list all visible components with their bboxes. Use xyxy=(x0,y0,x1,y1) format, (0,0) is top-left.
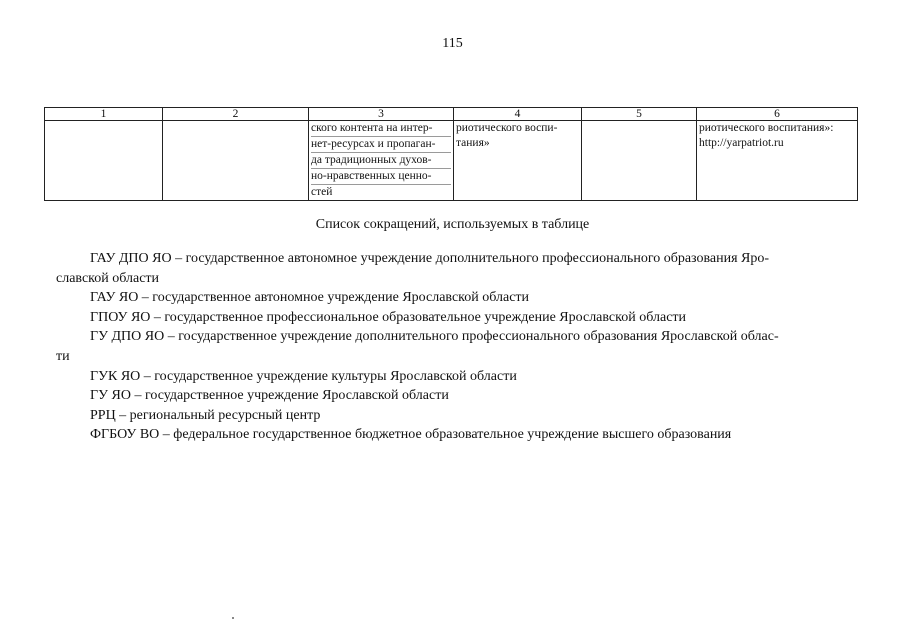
table-cell-col1 xyxy=(45,121,163,201)
column-header: 4 xyxy=(454,108,582,121)
table-cell-col6 xyxy=(697,121,858,201)
page-number: 115 xyxy=(442,36,463,51)
abbreviation-item: ГУ ДПО ЯО – государственное учреждение дополнительного профессионального образования Ярославской облас- xyxy=(90,329,779,345)
column-header: 5 xyxy=(582,108,697,121)
section-title: Список сокращений, используемых в таблице xyxy=(315,217,590,232)
cell-text-line: стей xyxy=(311,186,333,198)
abbreviation-item-continuation: ти xyxy=(56,348,70,364)
table-header-row xyxy=(45,108,858,121)
cell-text-line: да традиционных духов- xyxy=(311,153,451,169)
column-header: 2 xyxy=(163,108,309,121)
table-cell-col3 xyxy=(309,121,454,201)
abbreviation-item: ГАУ ДПО ЯО – государственное автономное учреждение дополнительного профессионального образования Яро- xyxy=(90,251,770,266)
cell-text-line: риотического воспи- xyxy=(456,122,558,134)
table-cell-col5 xyxy=(582,121,697,201)
table-row xyxy=(45,121,858,201)
abbreviation-item: ГУК ЯО – государственное учреждение культуры Ярославской области xyxy=(90,368,517,384)
abbreviation-item: ФГБОУ ВО – федеральное государственное бюджетное образовательное учреждение высшего образования xyxy=(90,427,732,443)
cell-text-line: нет-ресурсах и пропаган- xyxy=(311,137,451,153)
table-cell-col2 xyxy=(163,121,309,201)
column-header: 6 xyxy=(697,108,858,121)
table-cell-col4 xyxy=(454,121,582,201)
column-header: 1 xyxy=(45,108,163,121)
abbreviation-item: ГАУ ЯО – государственное автономное учреждение Ярославской области xyxy=(90,290,530,306)
abbreviation-item: РРЦ – региональный ресурсный центр xyxy=(90,407,321,423)
abbreviation-list xyxy=(56,249,846,445)
cell-text-line: ского контента на интер- xyxy=(311,121,451,137)
cell-text-line: тания» xyxy=(456,137,490,149)
abbreviation-item-continuation: славской области xyxy=(56,270,160,286)
scan-artifact-dot xyxy=(232,617,234,619)
cell-text-line: но-нравственных ценно- xyxy=(311,169,451,185)
cell-text-line: http://yarpatriot.ru xyxy=(699,137,784,149)
data-table xyxy=(44,107,858,201)
column-header: 3 xyxy=(309,108,454,121)
cell-text-line: риотического воспитания»: xyxy=(699,122,834,134)
abbreviation-item: ГУ ЯО – государственное учреждение Ярославской области xyxy=(90,388,449,404)
abbreviation-item: ГПОУ ЯО – государственное профессиональное образовательное учреждение Ярославской области xyxy=(90,309,687,325)
